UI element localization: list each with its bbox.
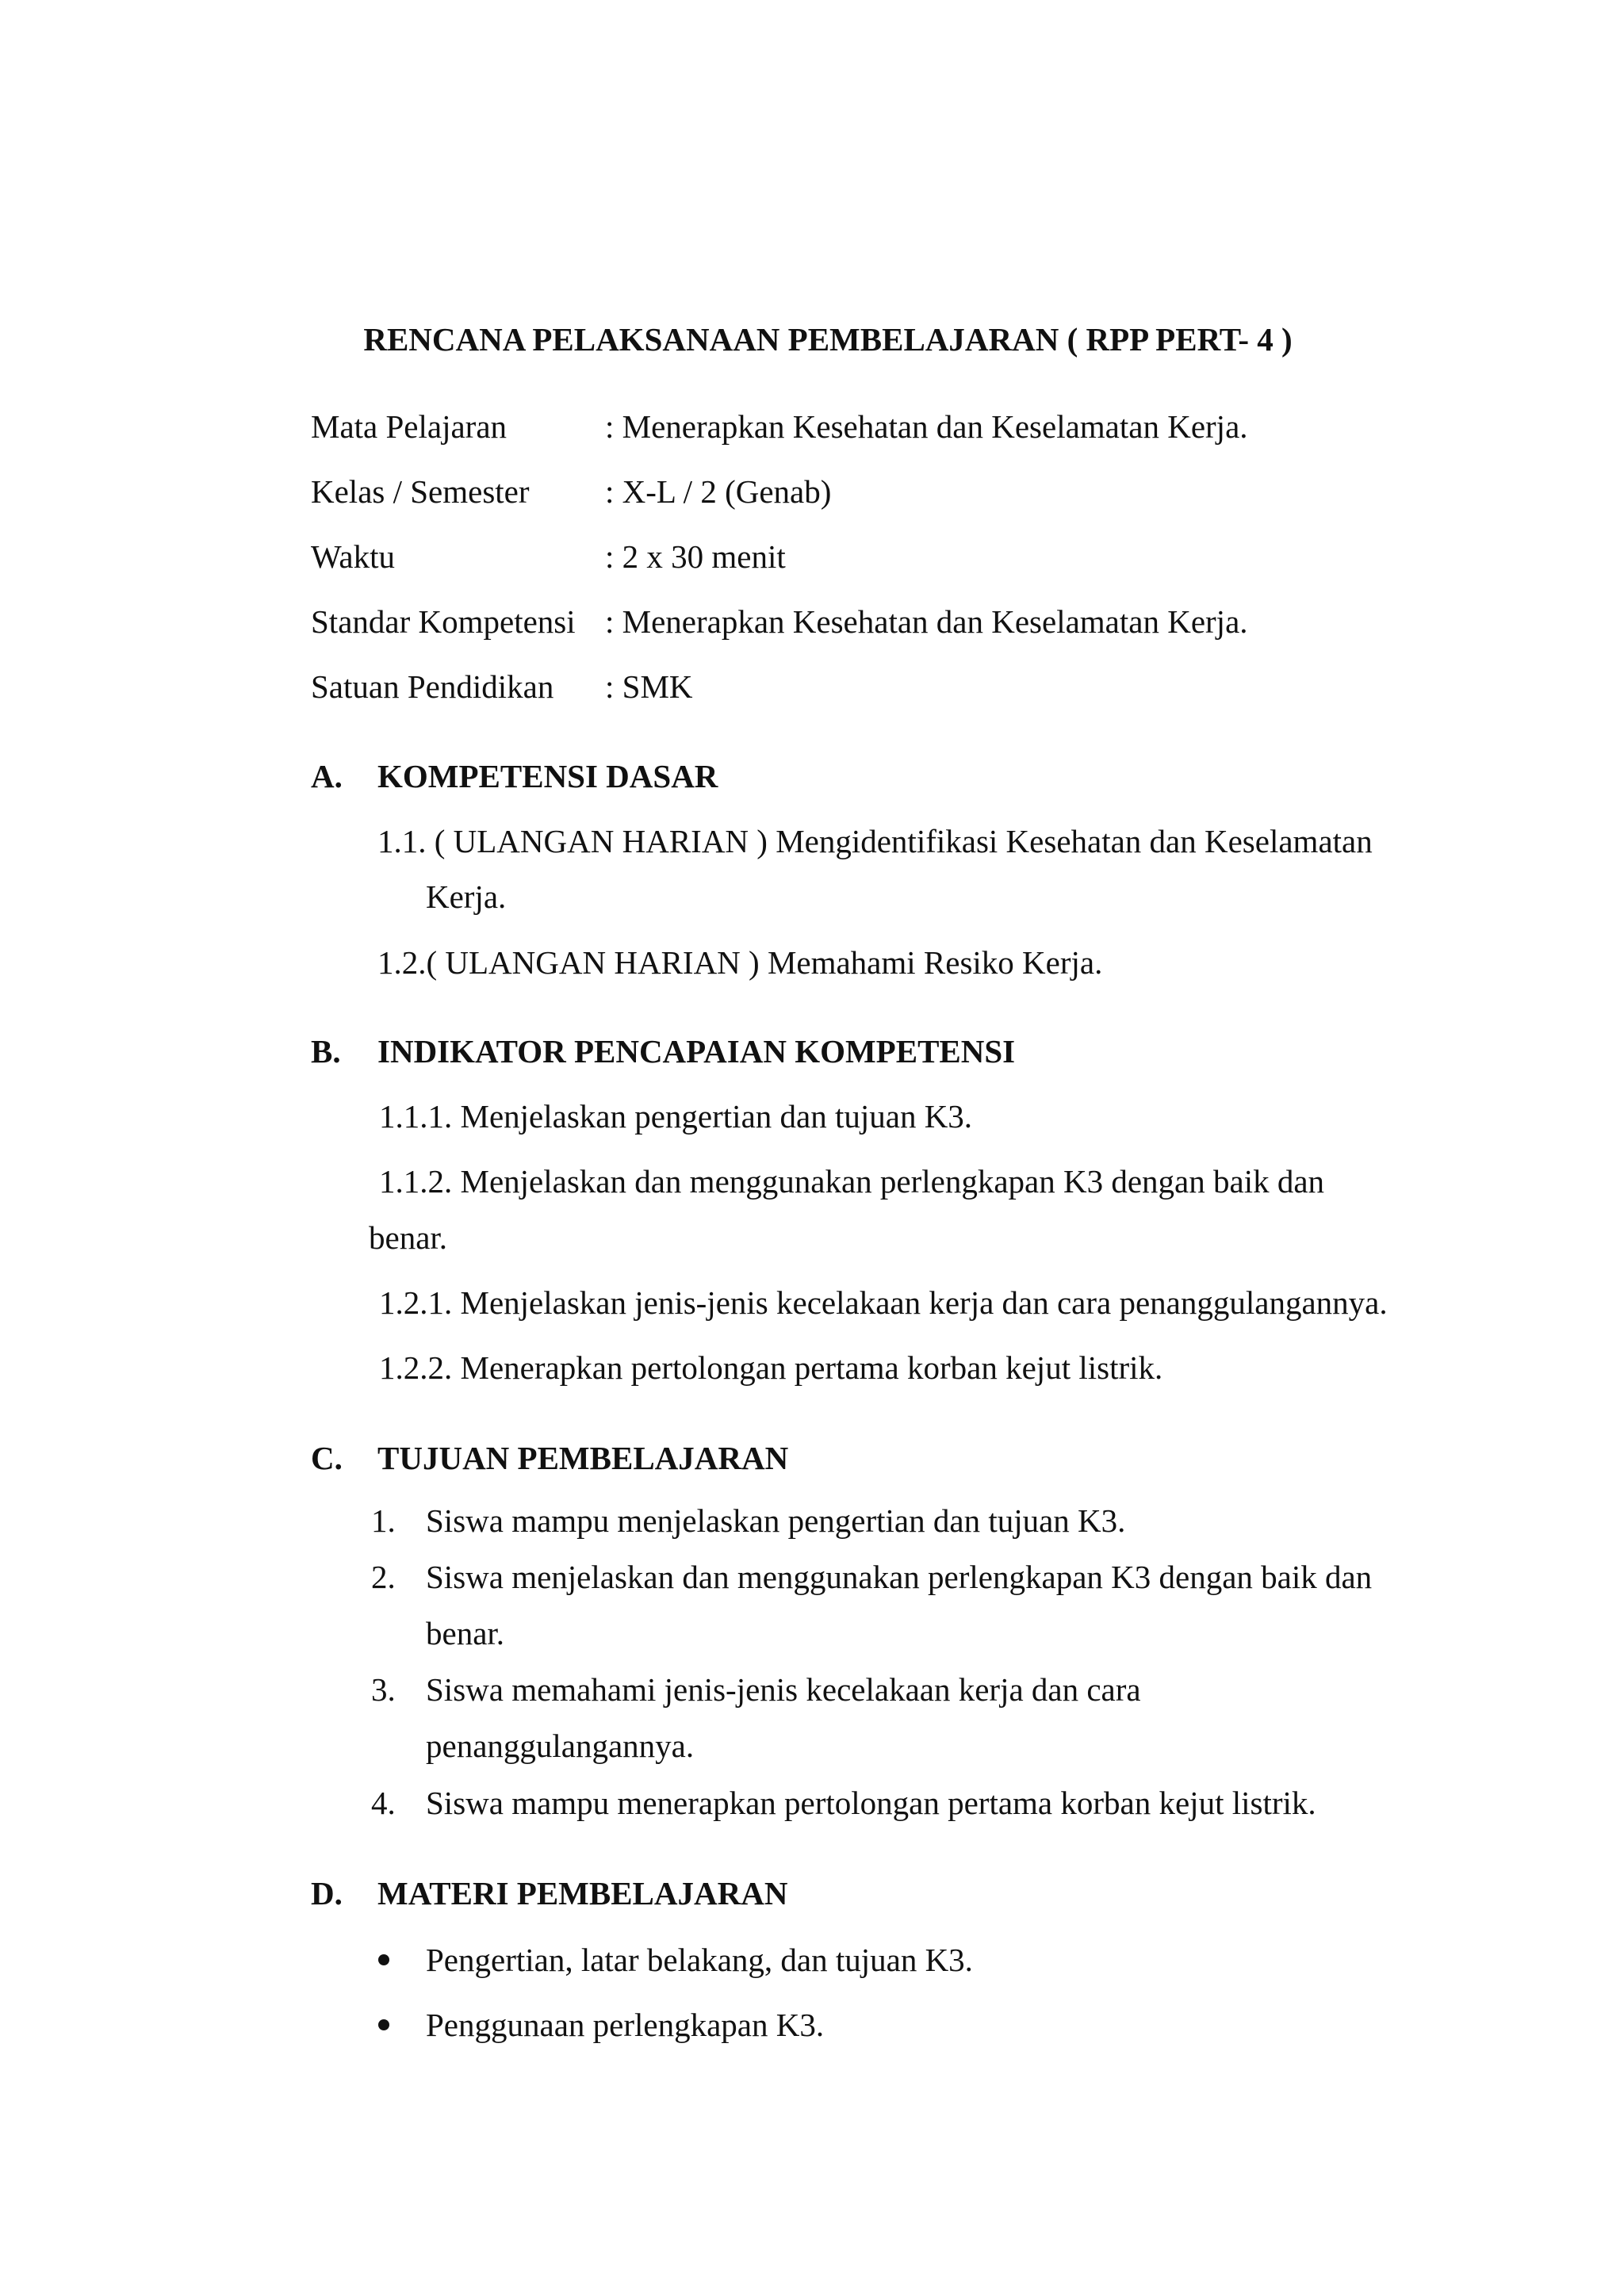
info-value-kelas-semester: : X-L / 2 (Genab) <box>605 473 832 510</box>
section-a-heading: KOMPETENSI DASAR <box>377 758 718 794</box>
section-a-letter: A. <box>311 758 343 794</box>
section-d-letter: D. <box>311 1875 343 1911</box>
info-value-waktu: : 2 x 30 menit <box>605 538 786 575</box>
document-title: RENCANA PELAKSANAAN PEMBELAJARAN ( RPP PERT- 4 ) <box>363 321 1293 358</box>
section-d-heading: MATERI PEMBELAJARAN <box>377 1875 788 1911</box>
section-c-item-1: Siswa mampu menjelaskan pengertian dan tujuan K3. <box>426 1502 1126 1539</box>
info-label-waktu: Waktu <box>311 538 396 575</box>
section-c-item-3-line1: Siswa memahami jenis-jenis kecelakaan kerja dan cara <box>426 1671 1141 1708</box>
section-b-item-4: 1.2.2. Menerapkan pertolongan pertama korban kejut listrik. <box>379 1349 1163 1386</box>
section-c-item-3-line2: penanggulangannya. <box>426 1728 695 1764</box>
section-b-item-1: 1.1.1. Menjelaskan pengertian dan tujuan K3. <box>379 1098 973 1135</box>
info-label-mata-pelajaran: Mata Pelajaran <box>311 408 508 445</box>
section-c-item-4: Siswa mampu menerapkan pertolongan pertama korban kejut listrik. <box>426 1785 1316 1821</box>
section-c-item-4-number: 4. <box>371 1785 396 1821</box>
bullet-icon <box>378 2019 389 2030</box>
section-a-item-1-line1: 1.1. ( ULANGAN HARIAN ) Mengidentifikasi Kesehatan dan Keselamatan <box>377 823 1373 859</box>
bullet-icon <box>378 1954 389 1965</box>
info-value-mata-pelajaran: : Menerapkan Kesehatan dan Keselamatan Kerja. <box>605 408 1248 445</box>
section-a-item-1-line2: Kerja. <box>426 878 507 915</box>
section-c-item-1-number: 1. <box>371 1502 396 1539</box>
section-c-item-2-number: 2. <box>371 1559 396 1595</box>
section-c-heading: TUJUAN PEMBELAJARAN <box>377 1440 789 1476</box>
info-label-satuan-pendidikan: Satuan Pendidikan <box>311 668 554 705</box>
section-c-letter: C. <box>311 1440 343 1476</box>
section-d-item-2: Penggunaan perlengkapan K3. <box>426 2007 825 2043</box>
info-value-satuan-pendidikan: : SMK <box>605 668 693 705</box>
section-b-letter: B. <box>311 1033 341 1070</box>
section-a-item-2: 1.2.( ULANGAN HARIAN ) Memahami Resiko Kerja. <box>377 944 1103 981</box>
section-c-item-2-line1: Siswa menjelaskan dan menggunakan perlengkapan K3 dengan baik dan <box>426 1559 1373 1595</box>
section-b-heading: INDIKATOR PENCAPAIAN KOMPETENSI <box>377 1033 1016 1070</box>
info-label-kelas-semester: Kelas / Semester <box>311 473 530 510</box>
section-c-item-3-number: 3. <box>371 1671 396 1708</box>
info-label-standar-kompetensi: Standar Kompetensi <box>311 603 576 640</box>
section-b-item-2-line1: 1.1.2. Menjelaskan dan menggunakan perlengkapan K3 dengan baik dan <box>379 1163 1325 1200</box>
info-value-standar-kompetensi: : Menerapkan Kesehatan dan Keselamatan Kerja. <box>605 603 1248 640</box>
section-b-item-2-line2: benar. <box>369 1219 448 1256</box>
section-d-item-1: Pengertian, latar belakang, dan tujuan K3. <box>426 1942 973 1978</box>
section-b-item-3: 1.2.1. Menjelaskan jenis-jenis kecelakaan kerja dan cara penanggulangannya. <box>379 1284 1388 1321</box>
section-c-item-2-line2: benar. <box>426 1615 505 1651</box>
